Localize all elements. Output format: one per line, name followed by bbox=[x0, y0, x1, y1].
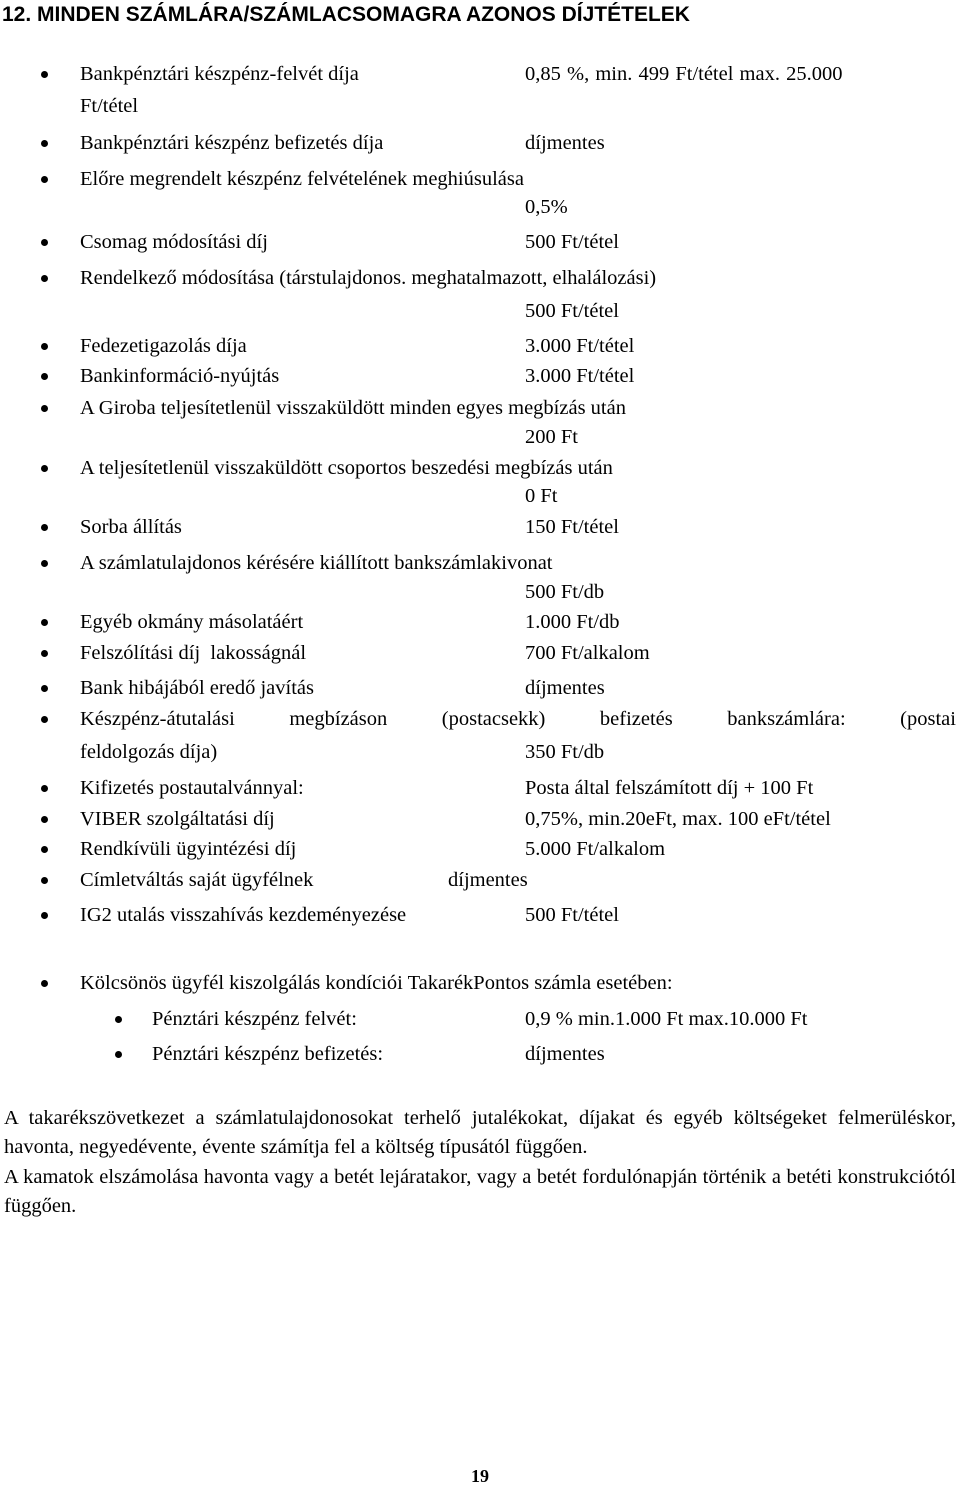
fee-label: Bankpénztári készpénz-felvét díja bbox=[80, 63, 359, 85]
bullet-icon bbox=[41, 912, 48, 919]
bullet-icon bbox=[41, 980, 48, 987]
bullet-icon bbox=[41, 619, 48, 626]
mutual-fee-value: díjmentes bbox=[525, 1043, 605, 1065]
bullet-icon bbox=[41, 373, 48, 380]
fee-label: VIBER szolgáltatási díj bbox=[80, 808, 275, 830]
fee-value: 350 Ft/db bbox=[525, 741, 605, 763]
bullet-icon bbox=[41, 816, 48, 823]
fee-label: Előre megrendelt készpénz felvételének meghiúsulása bbox=[80, 168, 524, 190]
label-word: (postai bbox=[900, 708, 956, 730]
fee-label: Csomag módosítási díj bbox=[80, 231, 268, 253]
bullet-icon bbox=[115, 1016, 122, 1023]
fee-label-justified bbox=[80, 707, 956, 731]
fee-label: Bankinformáció-nyújtás bbox=[80, 365, 280, 387]
bullet-icon bbox=[41, 785, 48, 792]
fee-value: 5.000 Ft/alkalom bbox=[525, 838, 666, 860]
fee-value: Posta által felszámított díj + 100 Ft bbox=[525, 777, 814, 799]
fee-value: díjmentes bbox=[525, 677, 605, 699]
fee-value: 500 Ft/db bbox=[525, 581, 605, 603]
bullet-icon bbox=[115, 1051, 122, 1058]
bullet-icon bbox=[41, 465, 48, 472]
bullet-icon bbox=[41, 239, 48, 246]
fee-label: Címletváltás saját ügyfélnek bbox=[80, 869, 314, 891]
bullet-icon bbox=[41, 176, 48, 183]
bullet-icon bbox=[41, 716, 48, 723]
fee-value: 700 Ft/alkalom bbox=[525, 642, 650, 664]
bullet-icon bbox=[41, 140, 48, 147]
bullet-icon bbox=[41, 877, 48, 884]
label-word: bankszámlára: bbox=[727, 708, 846, 730]
label-word: befizetés bbox=[599, 708, 673, 730]
mutual-fee-label: Pénztári készpénz befizetés: bbox=[152, 1043, 384, 1065]
fee-value: 150 Ft/tétel bbox=[525, 516, 619, 538]
bullet-icon bbox=[41, 650, 48, 657]
bullet-icon bbox=[41, 71, 48, 78]
bullet-icon bbox=[41, 524, 48, 531]
fee-value: díjmentes bbox=[448, 869, 528, 891]
mutual-fee-label: Pénztári készpénz felvét: bbox=[152, 1008, 357, 1030]
fee-label-continuation: feldolgozás díja) bbox=[80, 741, 218, 763]
paragraph-interest: A kamatok elszámolása havonta vagy a betét lejáratakor, vagy a betét fordulónapján történik a betéti konstrukciótól függően. bbox=[4, 1166, 956, 1217]
fee-label: Rendkívüli ügyintézési díj bbox=[80, 838, 297, 860]
bullet-icon bbox=[41, 685, 48, 692]
fee-label: Sorba állítás bbox=[80, 516, 182, 538]
fee-label: A teljesítetlenül visszaküldött csoportos beszedési megbízás után bbox=[80, 457, 613, 479]
bullet-icon bbox=[41, 343, 48, 350]
label-word: Készpénz-átutalási bbox=[80, 708, 235, 730]
bullet-icon bbox=[41, 846, 48, 853]
bullet-icon bbox=[41, 405, 48, 412]
fee-label: IG2 utalás visszahívás kezdeményezése bbox=[80, 904, 407, 926]
fee-value: 0,5% bbox=[525, 196, 568, 218]
fee-label: Fedezetigazolás díja bbox=[80, 335, 247, 357]
fee-value: 0,75%, min.20eFt, max. 100 eFt/tétel bbox=[525, 808, 831, 830]
fee-label: Rendelkező módosítása (társtulajdonos. meghatalmazott, elhalálozási) bbox=[80, 267, 657, 289]
fee-label: Egyéb okmány másolatáért bbox=[80, 611, 304, 633]
label-word: (postacsekk) bbox=[441, 708, 546, 730]
label-word: megbízáson bbox=[289, 708, 388, 730]
section-heading: 12. MINDEN SZÁMLÁRA/SZÁMLACSOMAGRA AZONOS DÍJTÉTELEK bbox=[2, 3, 690, 26]
bullet-icon bbox=[41, 560, 48, 567]
paragraph-fees: A takarékszövetkezet a számlatulajdonosokat terhelő jutalékokat, díjakat és egyéb költségeket felmerüléskor, havonta, negyedévente, évente számítja fel a költség típusától függően. bbox=[4, 1107, 956, 1158]
fee-label: Kifizetés postautalvánnyal: bbox=[80, 777, 304, 799]
fee-label: A számlatulajdonos kérésére kiállított bankszámlakivonat bbox=[80, 552, 553, 574]
fee-value: 0 Ft bbox=[525, 485, 558, 507]
fee-label: Bankpénztári készpénz befizetés díja bbox=[80, 132, 384, 154]
fee-value: 200 Ft bbox=[525, 426, 578, 448]
fee-value: 3.000 Ft/tétel bbox=[525, 335, 635, 357]
fee-value: 500 Ft/tétel bbox=[525, 904, 619, 926]
fee-value: díjmentes bbox=[525, 132, 605, 154]
fee-label: A Giroba teljesítetlenül visszaküldött minden egyes megbízás után bbox=[80, 397, 626, 419]
bullet-icon bbox=[41, 275, 48, 282]
fee-value: 500 Ft/tétel bbox=[525, 300, 619, 322]
fee-value-continuation: Ft/tétel bbox=[80, 95, 139, 117]
fee-label: Felszólítási díj lakosságnál bbox=[80, 642, 307, 664]
page-number: 19 bbox=[471, 1466, 489, 1486]
fee-value: 0,85 %, min. 499 Ft/tétel max. 25.000 bbox=[525, 63, 843, 85]
mutual-client-title: Kölcsönös ügyfél kiszolgálás kondíciói TakarékPontos számla esetében: bbox=[80, 972, 673, 994]
fee-value: 500 Ft/tétel bbox=[525, 231, 619, 253]
mutual-fee-value: 0,9 % min.1.000 Ft max.10.000 Ft bbox=[525, 1008, 808, 1030]
fee-label: Bank hibájából eredő javítás bbox=[80, 677, 314, 699]
fee-value: 1.000 Ft/db bbox=[525, 611, 620, 633]
fee-value: 3.000 Ft/tétel bbox=[525, 365, 635, 387]
